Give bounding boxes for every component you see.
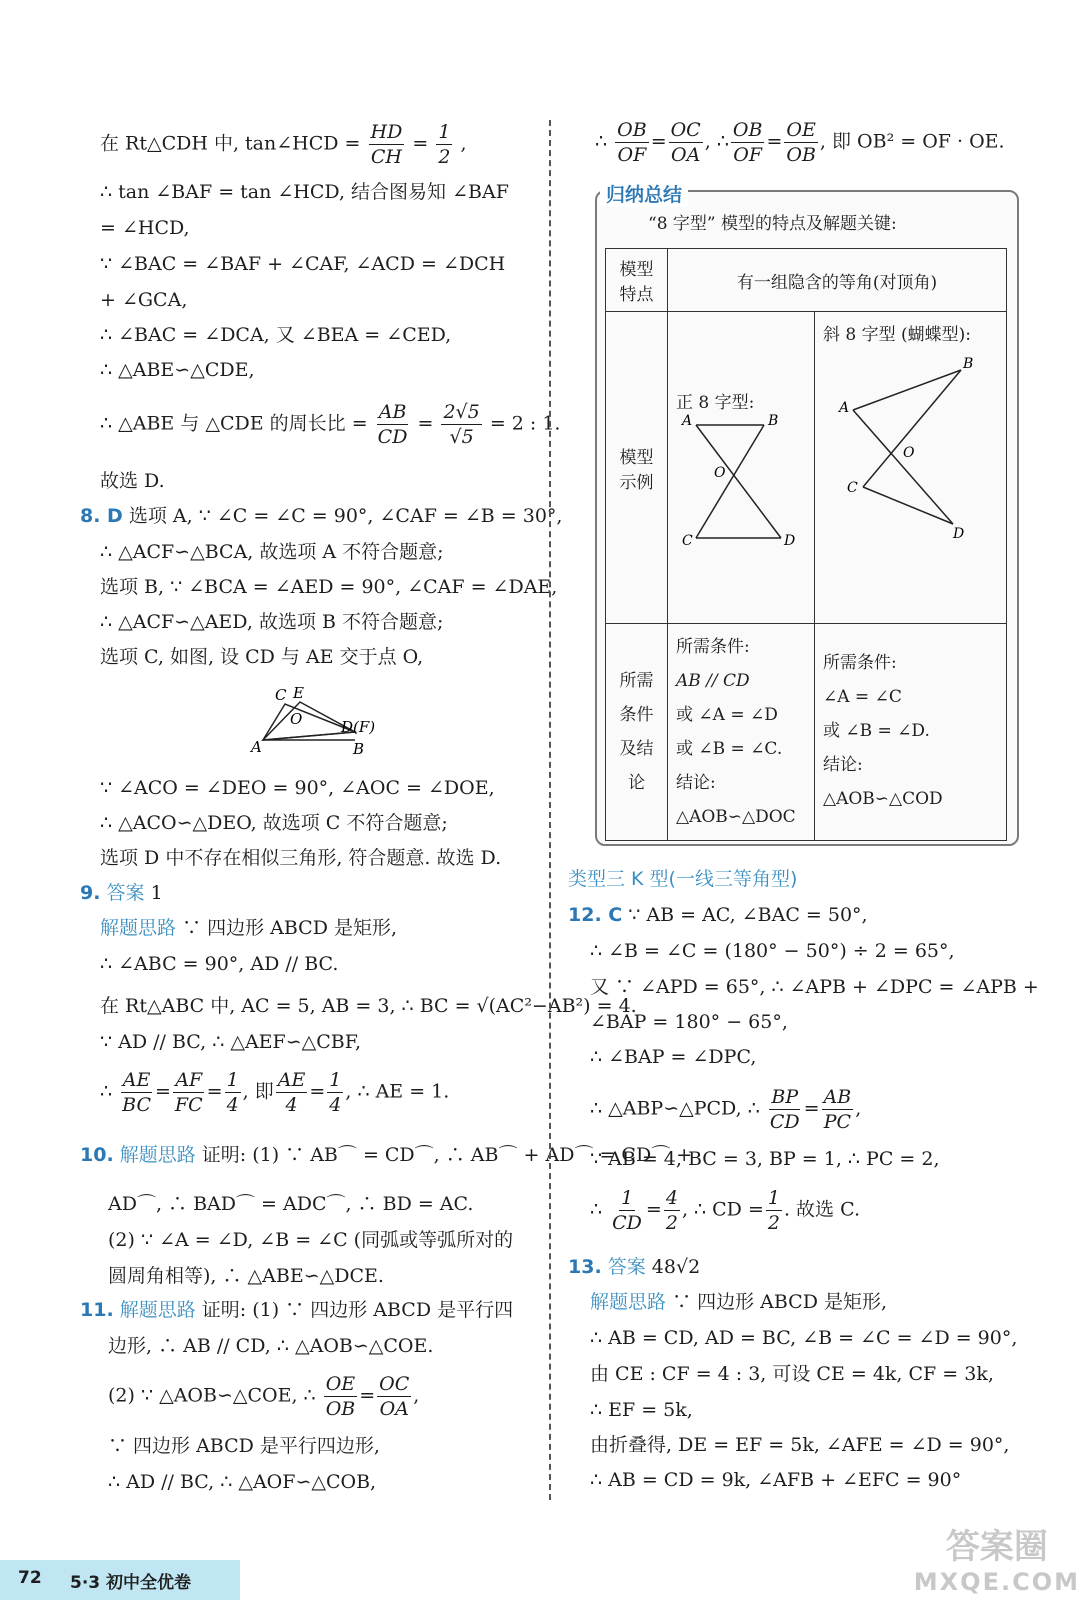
den: 2 bbox=[438, 146, 451, 168]
fig-ad bbox=[696, 425, 781, 538]
eq: = bbox=[417, 412, 434, 435]
text-line: 由 CE : CF = 4 : 3, 可设 CE = 4k, CF = 3k, bbox=[590, 1363, 994, 1385]
den: CD bbox=[769, 1111, 800, 1133]
fraction bbox=[377, 1372, 411, 1421]
den: PC bbox=[823, 1111, 852, 1133]
c1-line: 结论: bbox=[676, 773, 716, 793]
text: ∵ 四边形 ABCD 是矩形, bbox=[672, 1291, 888, 1313]
q12-fractions: ∴ △ABP∽△PCD, ∴ $\frac{BP}{CD}$ = $\frac{AB}{PC}$ , bbox=[590, 1086, 862, 1133]
q8 bbox=[80, 504, 562, 528]
question-number: 8. D bbox=[80, 505, 123, 527]
slant-8-cell bbox=[815, 312, 1007, 624]
think-label: 解题思路 bbox=[119, 1144, 196, 1166]
fig-label-c: C bbox=[847, 480, 858, 496]
feature-label: 模型特点 bbox=[606, 249, 668, 312]
text: (2) ∵ △AOB∽△COE, ∴ bbox=[108, 1384, 316, 1407]
den: OA bbox=[671, 144, 701, 166]
text-line: = ∠HCD, bbox=[100, 217, 190, 239]
c2-line: △AOB∽△COD bbox=[823, 789, 943, 809]
text-line: ∴ △ABE∽△CDE, bbox=[100, 359, 255, 381]
condition-label: 所需条件及结论 bbox=[606, 624, 668, 841]
den: FC bbox=[174, 1094, 203, 1116]
text: ∴ bbox=[590, 1198, 603, 1221]
text-line: 圆周角相等), ∴ △ABE∽△DCE. bbox=[108, 1265, 384, 1287]
text: , bbox=[413, 1384, 420, 1407]
text: , ∴ bbox=[704, 130, 729, 153]
triangle-figure bbox=[245, 682, 395, 762]
straight-condition bbox=[668, 624, 815, 841]
text-line: (2) ∵ ∠A = ∠D, ∠B = ∠C (同弧或等弧所对的 bbox=[108, 1229, 514, 1251]
model-table bbox=[605, 248, 1007, 841]
text: , ∴ CD = bbox=[681, 1198, 764, 1221]
text: , 即 OB² = OF · OE. bbox=[819, 130, 1005, 153]
q13 bbox=[568, 1255, 700, 1279]
num: 2√5 bbox=[443, 401, 480, 423]
question-number: 11. bbox=[80, 1299, 114, 1321]
q9-think bbox=[100, 916, 397, 940]
feature-text: 有一组隐含的等角(对顶角) bbox=[668, 249, 1007, 312]
think-label: 解题思路 bbox=[100, 917, 177, 939]
text-line: ∵ ∠BAC = ∠BAF + ∠CAF, ∠ACD = ∠DCH bbox=[100, 253, 506, 275]
fraction bbox=[822, 1085, 854, 1134]
text-line: ∵ AB = 4, BC = 3, BP = 1, ∴ PC = 2, bbox=[590, 1148, 940, 1170]
slant-8-figure bbox=[823, 352, 998, 542]
straight-8-figure bbox=[676, 413, 806, 563]
num: 1 bbox=[329, 1069, 342, 1091]
summary-intro: “8 字型” 模型的特点及解题关键: bbox=[648, 214, 897, 234]
row-example bbox=[606, 312, 1007, 624]
fig-label-c: C bbox=[275, 686, 287, 704]
text-line: 选项 D 中不存在相似三角形, 符合题意. 故选 D. bbox=[100, 847, 502, 869]
c2-line: 所需条件: bbox=[823, 653, 897, 673]
den: 4 bbox=[226, 1094, 239, 1116]
fig-label-d: D bbox=[953, 526, 965, 542]
num: AB bbox=[823, 1086, 852, 1108]
r1-fractions: ∴ $\frac{OB}{OF}$ = $\frac{OC}{OA}$ , ∴ $\frac{OB}{OF}$ = $\frac{OE}{OB}$ , 即 OB² = OF · OE. bbox=[595, 119, 1005, 166]
den: OF bbox=[733, 144, 763, 166]
den: 4 bbox=[285, 1094, 298, 1116]
fraction bbox=[327, 1068, 343, 1117]
c1-line: 所需条件: bbox=[676, 637, 750, 657]
text-line: ∴ △ACF∽△BCA, 故选项 A 不符合题意; bbox=[100, 541, 444, 563]
den: √5 bbox=[449, 426, 474, 448]
fraction bbox=[669, 118, 703, 167]
num: OE bbox=[786, 119, 816, 141]
num: 1 bbox=[620, 1187, 634, 1209]
text: 证明: (1) ∵ AB⌒ = CD⌒, ∴ AB⌒ + AD⌒ = CD⌒ + bbox=[201, 1144, 693, 1166]
watermark-top: 答案圈 bbox=[945, 1527, 1048, 1567]
text: ∵ AB = AC, ∠BAC = 50°, bbox=[628, 904, 868, 926]
num: 4 bbox=[665, 1187, 678, 1209]
text: , bbox=[460, 132, 467, 155]
den: 2 bbox=[665, 1212, 678, 1234]
slant-condition bbox=[815, 624, 1007, 841]
den: CH bbox=[370, 146, 402, 168]
den: OF bbox=[617, 144, 647, 166]
column-divider bbox=[549, 120, 551, 1500]
text-line: AD⌒, ∴ BAD⌒ = ADC⌒, ∴ BD = AC. bbox=[108, 1193, 474, 1215]
den: CD bbox=[612, 1212, 642, 1234]
text-line: ∵ AD // BC, ∴ △AEF∽△CBF, bbox=[100, 1031, 362, 1053]
fig-label-o: O bbox=[714, 465, 726, 481]
fig-label-o: O bbox=[903, 445, 915, 461]
text: , ∴ AE = 1. bbox=[345, 1080, 450, 1103]
num: BP bbox=[771, 1086, 799, 1108]
slant-8-label: 斜 8 字型 (蝴蝶型): bbox=[823, 325, 972, 345]
text-line: ∵ ∠ACO = ∠DEO = 90°, ∠AOC = ∠DOE, bbox=[100, 777, 495, 799]
text: 在 Rt△CDH 中, tan∠HCD = bbox=[100, 132, 361, 155]
fig-label-c: C bbox=[682, 533, 693, 549]
den: OB bbox=[786, 144, 816, 166]
text-line: ∴ ∠BAC = ∠DCA, 又 ∠BEA = ∠CED, bbox=[100, 324, 452, 346]
text: 选项 A, ∵ ∠C = ∠C = 90°, ∠CAF = ∠B = 30°, bbox=[128, 505, 563, 527]
fig-label-b: B bbox=[963, 356, 974, 372]
q12 bbox=[568, 903, 868, 927]
num: HD bbox=[370, 121, 403, 143]
c1-line: 或 ∠B = ∠C. bbox=[676, 739, 783, 759]
fig-label-df: D(F) bbox=[341, 718, 376, 736]
text: ∴ bbox=[100, 1080, 113, 1103]
num: OC bbox=[379, 1373, 410, 1395]
text: , 即 bbox=[242, 1080, 274, 1103]
fig-bc bbox=[696, 425, 764, 538]
fraction bbox=[324, 1372, 358, 1421]
fig-label-a: A bbox=[682, 413, 693, 429]
c1-line: AB // CD bbox=[676, 671, 750, 691]
answer-label: 答案 bbox=[106, 882, 145, 904]
fig-label-o: O bbox=[290, 710, 303, 728]
q12-result: ∴ $\frac{1}{CD}$ = $\frac{4}{2}$ , ∴ CD = $\frac{1}{2}$ . 故选 C. bbox=[590, 1187, 860, 1234]
line-rt-cdh bbox=[100, 120, 467, 169]
question-number: 9. bbox=[80, 882, 101, 904]
watermark-bottom: MXQE.COM bbox=[913, 1568, 1080, 1596]
fraction bbox=[784, 118, 818, 167]
question-number: 13. bbox=[568, 1256, 602, 1278]
question-number: 10. bbox=[80, 1144, 114, 1166]
text-line: 选项 B, ∵ ∠BCA = ∠AED = 90°, ∠CAF = ∠DAE, bbox=[100, 576, 558, 598]
straight-8-cell bbox=[668, 312, 815, 624]
text-line: ∴ AB = CD = 9k, ∠AFB + ∠EFC = 90° bbox=[590, 1469, 962, 1491]
text-line: ∴ △ACO∽△DEO, 故选项 C 不符合题意; bbox=[100, 812, 448, 834]
text: . 故选 C. bbox=[783, 1198, 860, 1221]
watermark bbox=[914, 1519, 1080, 1596]
fraction bbox=[173, 1068, 205, 1117]
eq: = bbox=[412, 132, 429, 155]
num: AF bbox=[175, 1069, 203, 1091]
den: CD bbox=[377, 426, 408, 448]
num: AB bbox=[378, 401, 407, 423]
fraction bbox=[225, 1068, 241, 1117]
q9 bbox=[80, 881, 163, 905]
fraction bbox=[276, 1068, 308, 1117]
fig-label-e: E bbox=[293, 684, 304, 702]
text-line: ∴ ∠ABC = 90°, AD // BC. bbox=[100, 953, 339, 975]
c2-line: 结论: bbox=[823, 755, 863, 775]
num: OB bbox=[732, 119, 763, 141]
q11 bbox=[80, 1298, 513, 1322]
den: 2 bbox=[767, 1212, 780, 1234]
text-line: ∴ AB = CD, AD = BC, ∠B = ∠C = ∠D = 90°, bbox=[590, 1327, 1018, 1349]
row-feature bbox=[606, 249, 1007, 312]
fraction bbox=[766, 1186, 782, 1235]
answer-label: 答案 bbox=[607, 1256, 646, 1278]
fraction bbox=[731, 118, 765, 167]
text-line: ∠BAP = 180° − 65°, bbox=[590, 1011, 788, 1033]
text-line: 边形, ∴ AB // CD, ∴ △AOB∽△COE. bbox=[108, 1335, 434, 1357]
straight-8-label: 正 8 字型: bbox=[676, 393, 755, 413]
q11-fractions: (2) ∵ △AOB∽△COE, ∴ $\frac{OE}{OB}$ = $\frac{OC}{OA}$ , bbox=[108, 1373, 420, 1420]
den: OB bbox=[325, 1398, 356, 1420]
text-line: ∴ ∠B = ∠C = (180° − 50°) ÷ 2 = 65°, bbox=[590, 940, 955, 962]
den: BC bbox=[122, 1094, 151, 1116]
answer: 1 bbox=[150, 882, 163, 904]
den: 4 bbox=[329, 1094, 342, 1116]
text-line: 选项 C, 如图, 设 CD 与 AE 交于点 O, bbox=[100, 646, 424, 668]
text-line: ∴ tan ∠BAF = tan ∠HCD, 结合图易知 ∠BAF bbox=[100, 181, 509, 203]
num: OB bbox=[617, 119, 647, 141]
num: 1 bbox=[226, 1069, 239, 1091]
num: 1 bbox=[438, 121, 451, 143]
text: , bbox=[855, 1097, 862, 1120]
text-line: 故选 D. bbox=[100, 470, 165, 492]
q9-fractions: ∴ $\frac{AE}{BC}$ = $\frac{AF}{FC}$ = $\frac{1}{4}$ , 即 $\frac{AE}{4}$ = $\frac{1}{4}$ , ∴ AE = 1. bbox=[100, 1069, 450, 1116]
fraction bbox=[120, 1068, 153, 1117]
den: OA bbox=[379, 1398, 409, 1420]
text-line: 由折叠得, DE = EF = 5k, ∠AFE = ∠D = 90°, bbox=[590, 1434, 1010, 1456]
text-line: ∴ AD // BC, ∴ △AOF∽△COB, bbox=[108, 1471, 377, 1493]
fig-cd bbox=[863, 487, 953, 524]
think-label: 解题思路 bbox=[119, 1299, 196, 1321]
num: OC bbox=[670, 119, 701, 141]
q13-think bbox=[590, 1290, 887, 1314]
book-title: 5·3 初中全优卷 bbox=[70, 1573, 192, 1593]
text-line: + ∠GCA, bbox=[100, 289, 188, 311]
text: ∴ bbox=[595, 130, 608, 153]
text-line: ∵ 四边形 ABCD 是平行四边形, bbox=[108, 1435, 380, 1457]
think-label: 解题思路 bbox=[590, 1291, 667, 1313]
num: AE bbox=[277, 1069, 306, 1091]
num: 1 bbox=[767, 1187, 780, 1209]
text-line: ∴ EF = 5k, bbox=[590, 1399, 693, 1421]
text-line: 又 ∵ ∠APD = 65°, ∴ ∠APB + ∠DPC = ∠APB + bbox=[590, 976, 1039, 998]
text-line: ∴ △ACF∽△AED, 故选项 B 不符合题意; bbox=[100, 611, 444, 633]
fraction bbox=[610, 1186, 644, 1235]
text-line: ∴ ∠BAP = ∠DPC, bbox=[590, 1046, 757, 1068]
page-number: 72 bbox=[18, 1568, 42, 1588]
text: ∴ △ABE 与 △CDE 的周长比 = bbox=[100, 412, 368, 435]
fig-label-b: B bbox=[353, 740, 365, 758]
question-number: 12. C bbox=[568, 904, 623, 926]
text: = 2 : 1. bbox=[489, 412, 561, 435]
fraction bbox=[768, 1085, 802, 1134]
line-perimeter-ratio bbox=[100, 400, 560, 449]
text: 证明: (1) ∵ 四边形 ABCD 是平行四 bbox=[201, 1299, 514, 1321]
c2-line: ∠A = ∠C bbox=[823, 687, 902, 707]
text: ∴ △ABP∽△PCD, ∴ bbox=[590, 1097, 760, 1120]
summary-title: 归纳总结 bbox=[600, 180, 688, 207]
c1-line: 或 ∠A = ∠D bbox=[676, 705, 778, 725]
c1-line: △AOB∽△DOC bbox=[676, 807, 796, 827]
fraction bbox=[369, 120, 405, 169]
fraction bbox=[664, 1186, 680, 1235]
fraction bbox=[441, 400, 481, 449]
fig-label-b: B bbox=[768, 413, 779, 429]
fraction bbox=[436, 120, 452, 169]
section-type3: 类型三 K 型(一线三等角型) bbox=[568, 868, 798, 890]
fig-label-a: A bbox=[251, 738, 262, 756]
c2-line: 或 ∠B = ∠D. bbox=[823, 721, 930, 741]
fig-label-a: A bbox=[839, 400, 850, 416]
row-condition bbox=[606, 624, 1007, 841]
text-line: 在 Rt△ABC 中, AC = 5, AB = 3, ∴ BC = √(AC²−AB²) = 4. bbox=[100, 995, 637, 1017]
text: ∵ 四边形 ABCD 是矩形, bbox=[182, 917, 398, 939]
num: OE bbox=[325, 1373, 356, 1395]
fig-label-d: D bbox=[784, 533, 796, 549]
fig-ad bbox=[853, 410, 953, 524]
num: AE bbox=[122, 1069, 151, 1091]
answer: 48√2 bbox=[651, 1256, 701, 1278]
fraction bbox=[376, 400, 410, 449]
example-label: 模型示例 bbox=[606, 312, 668, 624]
fraction bbox=[615, 118, 649, 167]
